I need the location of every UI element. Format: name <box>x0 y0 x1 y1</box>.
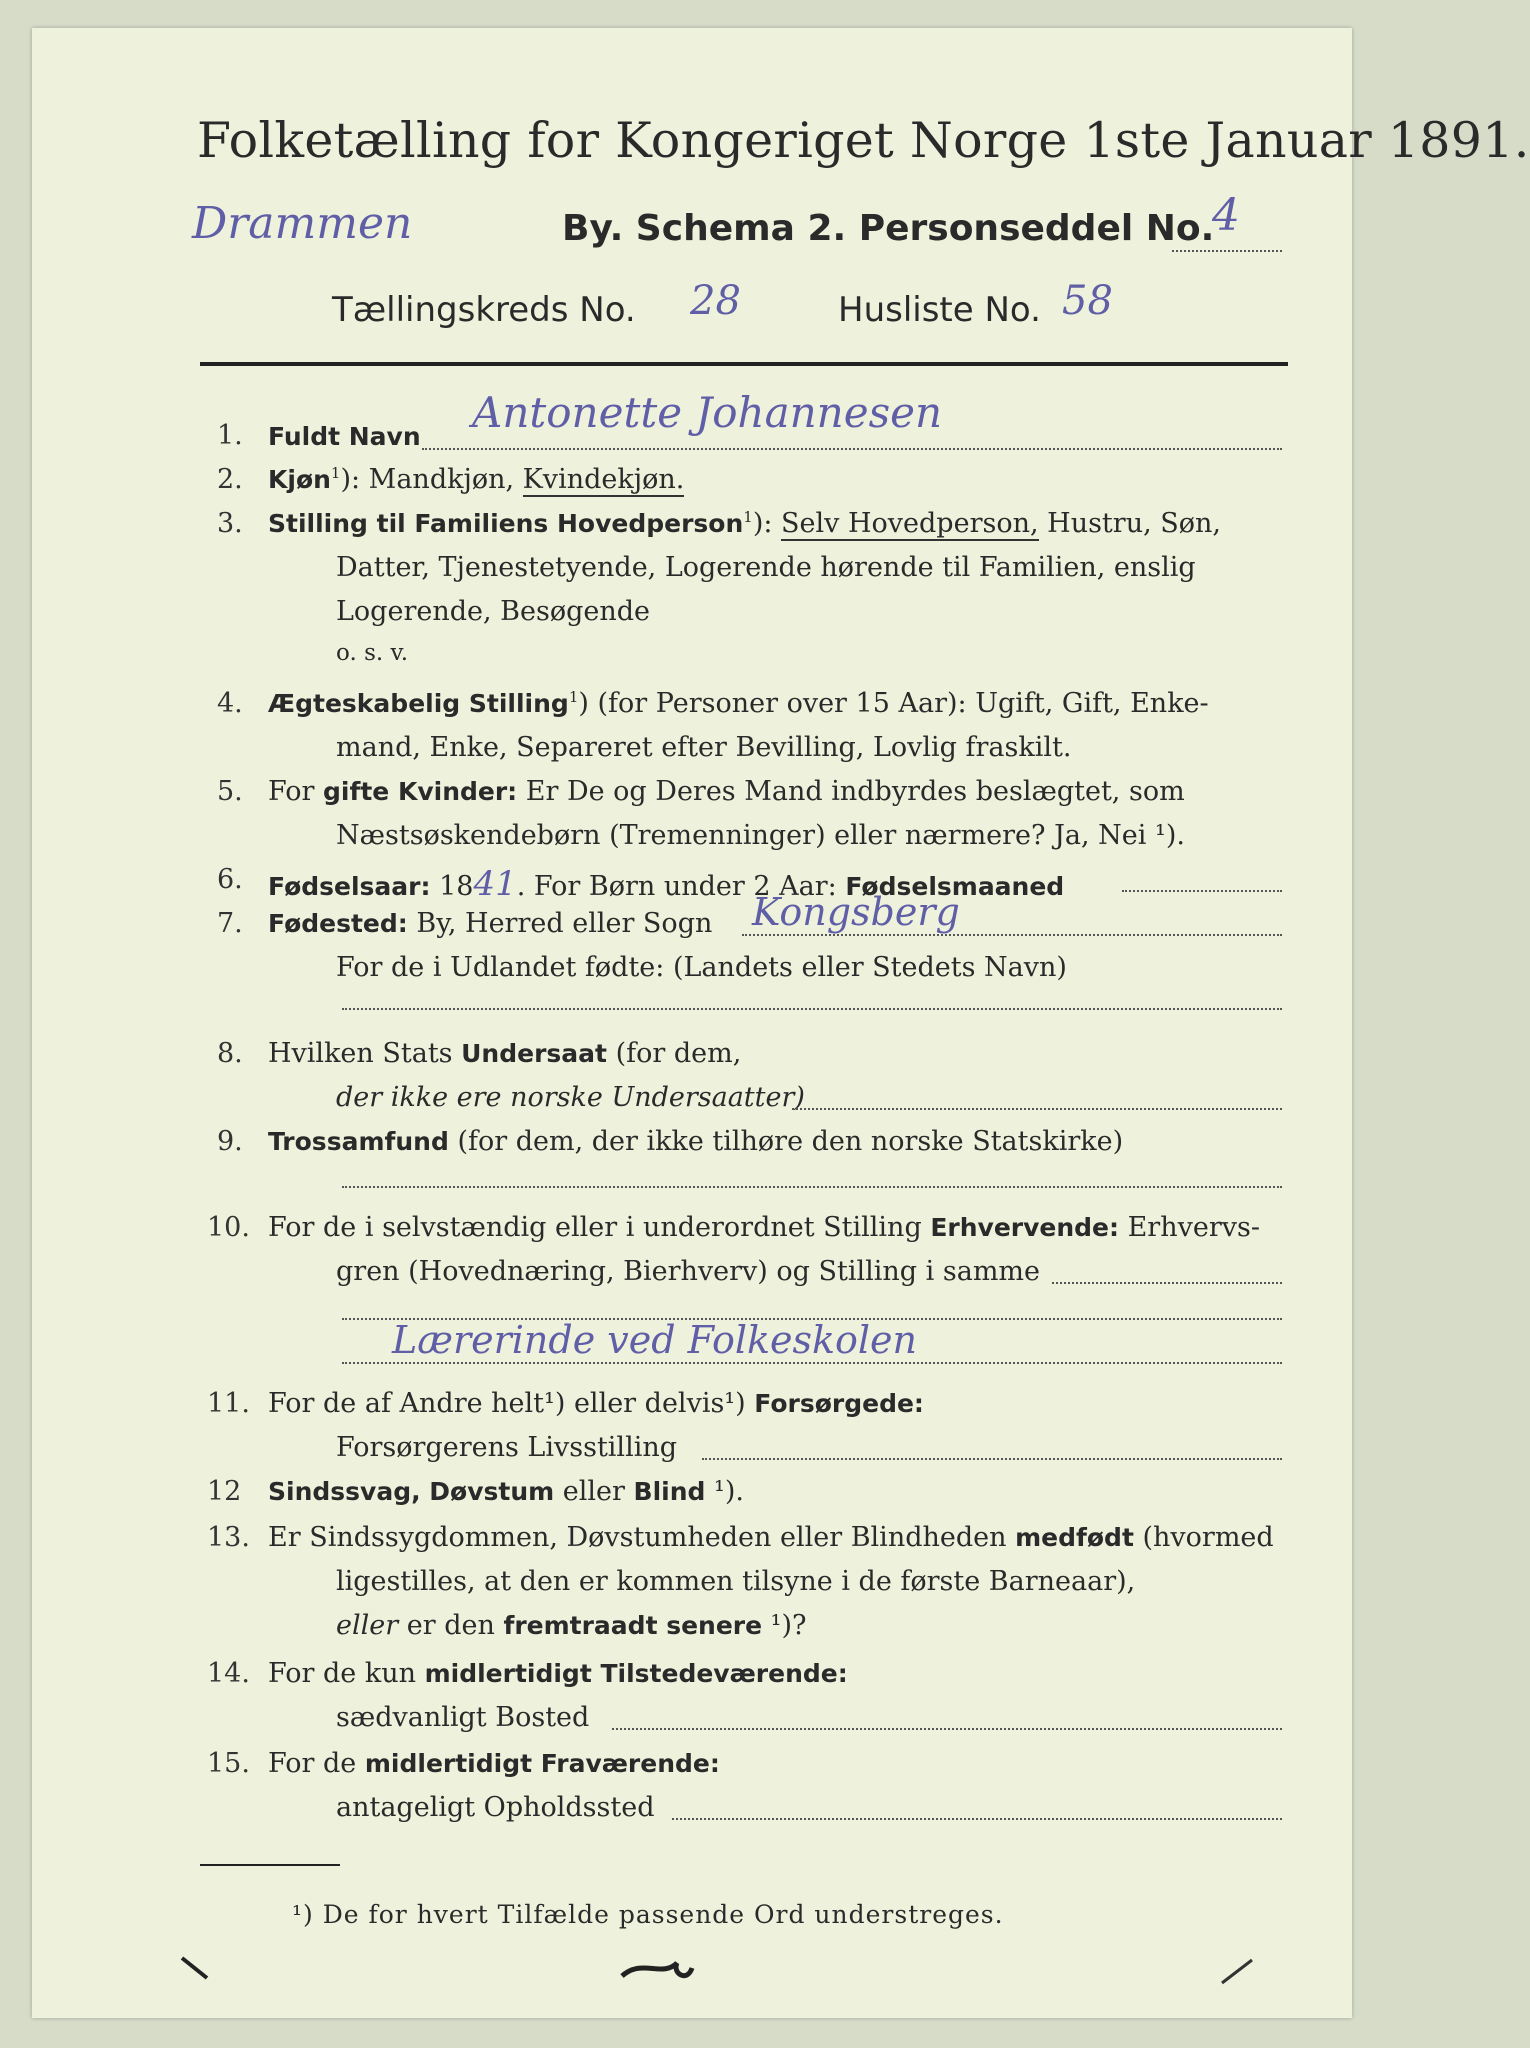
footnote-rule <box>200 1864 340 1866</box>
item-6: Fødselsaar: 1841. For Børn under 2 Aar: Fødselsmaaned <box>268 864 1065 904</box>
item-11: For de af Andre helt¹) eller delvis¹) Forsørgede: <box>268 1388 924 1419</box>
header-rule <box>200 362 1288 366</box>
schema-line: By. Schema 2. Personseddel No. <box>562 208 1215 249</box>
item-4: Ægteskabelig Stilling$^1$) (for Personer over 15 Aar): Ugift, Gift, Enke- <box>268 688 1209 719</box>
birthplace-answer: Kongsberg <box>752 890 960 934</box>
item-5: For gifte Kvinder: Er De og Deres Mand indbyrdes beslægtet, som <box>268 776 1185 807</box>
husliste-no: 58 <box>1062 278 1113 324</box>
town-handwritten: Drammen <box>192 198 413 249</box>
item-8: Hvilken Stats Undersaat (for dem, <box>268 1038 742 1069</box>
kreds-no: 28 <box>690 278 741 324</box>
census-form-sheet: Folketælling for Kongeriget Norge 1ste Januar 1891. Drammen By. Schema 2. Personseddel No. 4 Tællingskreds No. 28 Husliste No. 58 1. Fuldt Navn Antonette Johannesen 2. Kjøn$^1$): Mandkjøn, Kvindekjøn. 3. Stilling til Familiens Hovedperson$^1$): Selv Hovedperson, Hustru, Søn, Datter, Tjenestetyende, Logerende hørende til Familien, enslig Logerende, Besøgende o. s. v. 4. Ægteskabelig Stilling$^1$) (for Personer over 15 Aar): Ugift, Gift, Enke- mand, Enke, Separeret efter Bevilling, Lovlig fraskilt. 5. For gifte Kvinder: Er De og Deres Mand indbyrdes beslægtet, som Næstsøskendebørn (Tremenninger) eller nærmere? Ja, Nei ¹). 6. Fødselsaar: 1841. For Børn under 2 Aar: Fødselsmaaned 7. Fødested: By, Herred eller Sogn Kongsberg For de i Udlandet fødte: (Landets eller Stedets Navn) 8. Hvilken Stats Undersaat (for dem, der ikke ere norske Undersaatter) 9. Trossamfund (for dem, der ikke tilhøre den norske Statskirke) 10. For de i selvstændig eller i underordnet Stilling Erhvervende: Erhvervs- gren (Hovednæring, Bierhverv) og Stilling i samme Lærerinde ved Folkeskolen 11. For de af Andre helt¹) eller delvis¹) Forsørgede: Forsørgerens Livsstilling 12 Sindssvag, Døvstum eller Blind ¹). 13. Er Sindssygdommen, Døvstumheden eller Blindheden medfødt (hvormed ligestilles, at den er kommen tilsyne i de første Barneaar), eller er den fremtraadt senere ¹)? 14. For de kun midlertidigt Tilstedeværende: sædvanligt Bosted 15. For de midlertidigt Fraværende: antageligt Opholdssted ¹) De for hvert Tilfælde passende Ord understreges. <box>32 28 1352 2018</box>
occupation-answer: Lærerinde ved Folkeskolen <box>392 1318 918 1362</box>
husliste-label: Husliste No. <box>838 290 1041 330</box>
personseddel-no: 4 <box>1212 190 1240 241</box>
full-name-answer: Antonette Johannesen <box>472 388 943 437</box>
item-10: For de i selvstændig eller i underordnet Stilling Erhvervende: Erhvervs- <box>268 1212 1260 1243</box>
form-title: Folketælling for Kongeriget Norge 1ste Januar 1891. <box>197 112 1530 169</box>
kvindekjon-underlined: Kvindekjøn. <box>522 464 685 495</box>
pen-marks <box>172 1938 1292 1998</box>
item-12: Sindssvag, Døvstum eller Blind ¹). <box>268 1476 744 1507</box>
footnote: ¹) De for hvert Tilfælde passende Ord understreges. <box>292 1900 1004 1929</box>
item-13: Er Sindssygdommen, Døvstumheden eller Blindheden medfødt (hvormed <box>268 1522 1274 1553</box>
item-14: For de kun midlertidigt Tilstedeværende: <box>268 1658 848 1689</box>
item-9: Trossamfund (for dem, der ikke tilhøre den norske Statskirke) <box>268 1126 1124 1157</box>
item-7: Fødested: By, Herred eller Sogn <box>268 908 713 939</box>
birth-year-answer: 41 <box>473 864 517 904</box>
kreds-label: Tællingskreds No. <box>332 290 636 330</box>
item-1-label: Fuldt Navn <box>268 422 421 451</box>
item-3: Stilling til Familiens Hovedperson$^1$): Selv Hovedperson, Hustru, Søn, <box>268 508 1221 539</box>
item-2: Kjøn$^1$): Mandkjøn, Kvindekjøn. <box>268 464 685 495</box>
item-15: For de midlertidigt Fraværende: <box>268 1748 720 1779</box>
